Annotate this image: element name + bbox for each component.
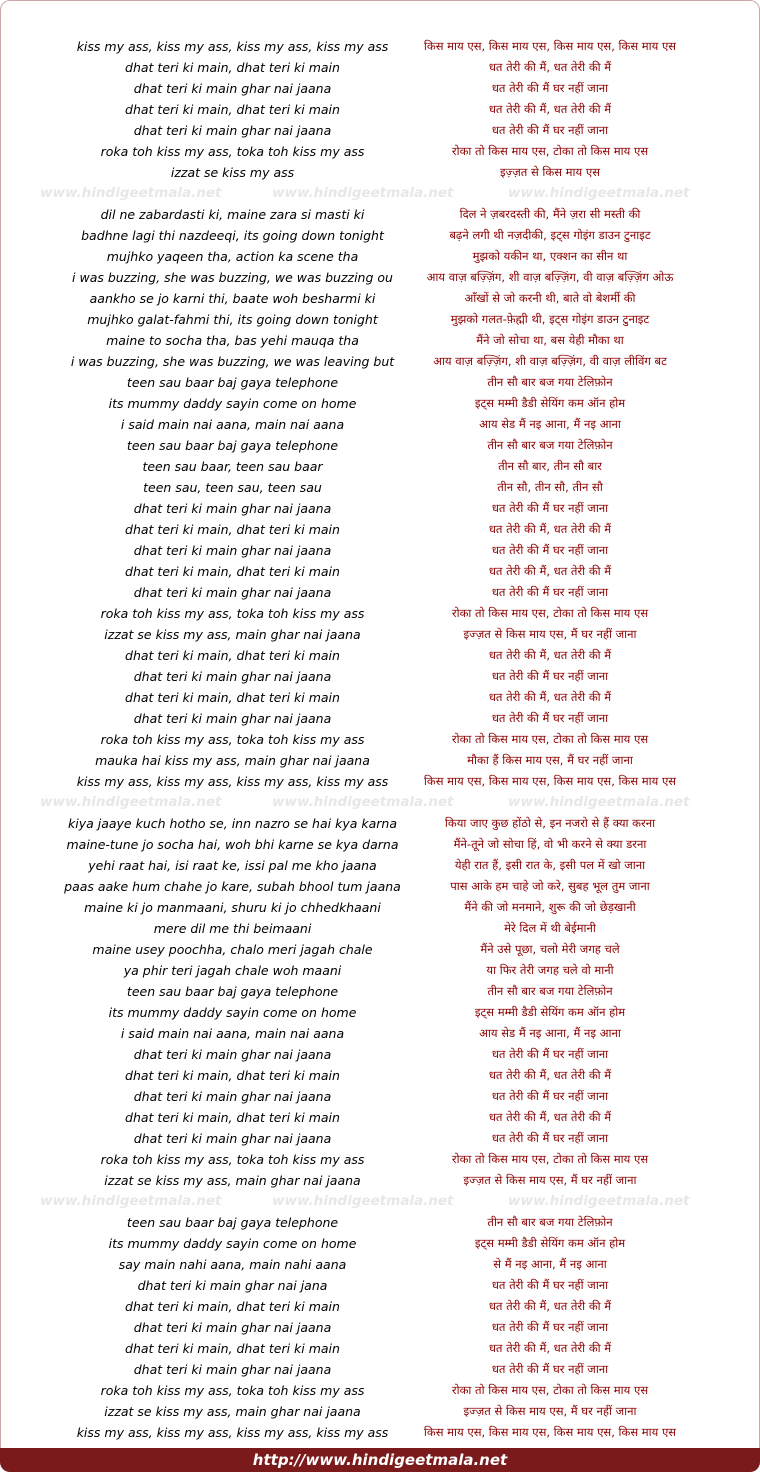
lyric-line — [0, 477, 760, 498]
lyric-line — [0, 162, 760, 183]
lyric-roman: dhat teri ki main, dhat teri ki main — [125, 564, 340, 579]
lyric-hindi: धत तेरी की मैं, धत तेरी की मैं — [488, 564, 612, 578]
lyric-roman: dhat teri ki main ghar nai jaana — [133, 585, 332, 600]
lyric-roman: kiya jaaye kuch hotho se, inn nazro se hai kya karna — [68, 816, 397, 831]
lyric-line — [0, 876, 760, 897]
lyric-hindi: आय सेड मैं नइ आना, मैं नइ आना — [479, 417, 621, 431]
lyric-line — [0, 1065, 760, 1086]
lyric-line — [0, 57, 760, 78]
lyric-hindi: धत तेरी की मैं, धत तेरी की मैं — [488, 1068, 612, 1082]
lyric-hindi: धत तेरी की मैं, धत तेरी की मैं — [488, 522, 612, 536]
lyric-roman: roka toh kiss my ass, toka toh kiss my ass — [100, 144, 365, 159]
lyric-line — [0, 1422, 760, 1443]
lyric-roman: dhat teri ki main, dhat teri ki main — [125, 522, 340, 537]
lyric-roman: maine-tune jo socha hai, woh bhi karne se kya darna — [66, 837, 399, 852]
lyric-roman: dhat teri ki main, dhat teri ki main — [125, 648, 340, 663]
lyric-line — [0, 267, 760, 288]
lyric-hindi: धत तेरी की मैं घर नहीं जाना — [491, 711, 609, 725]
lyric-roman: dhat teri ki main, dhat teri ki main — [125, 1341, 340, 1356]
lyric-line — [0, 603, 760, 624]
watermark-text: www.hindigeetmala.net — [272, 794, 454, 810]
lyric-line — [0, 435, 760, 456]
lyric-hindi: धत तेरी की मैं, धत तेरी की मैं — [488, 648, 612, 662]
lyric-hindi: धत तेरी की मैं, धत तेरी की मैं — [488, 60, 612, 74]
lyric-line — [0, 771, 760, 792]
lyric-line — [0, 855, 760, 876]
lyric-line — [0, 372, 760, 393]
watermark-text: www.hindigeetmala.net — [40, 185, 222, 201]
lyric-roman: izzat se kiss my ass, main ghar nai jaana — [104, 1404, 361, 1419]
lyric-hindi: धत तेरी की मैं घर नहीं जाना — [491, 1131, 609, 1145]
lyric-roman: teen sau baar baj gaya telephone — [126, 1215, 339, 1230]
lyric-roman: dhat teri ki main ghar nai jaana — [133, 1362, 332, 1377]
lyric-line — [0, 1044, 760, 1065]
lyric-line — [0, 1296, 760, 1317]
lyric-roman: paas aake hum chahe jo kare, subah bhool tum jaana — [64, 879, 401, 894]
lyric-roman: kiss my ass, kiss my ass, kiss my ass, kiss my ass — [76, 39, 389, 54]
watermark-text: www.hindigeetmala.net — [508, 794, 690, 810]
lyric-line — [0, 1149, 760, 1170]
lyric-roman: maine usey poochha, chalo meri jagah chale — [92, 942, 373, 957]
lyric-roman: dhat teri ki main ghar nai jaana — [133, 1131, 332, 1146]
lyric-hindi: या फिर तेरी जगह चले वो मानी — [486, 963, 614, 977]
lyric-roman: maine to socha tha, bas yehi mauqa tha — [106, 333, 359, 348]
lyric-roman: its mummy daddy sayin come on home — [108, 1236, 357, 1251]
lyric-hindi: इज्ज़त से किस माय एस, मैं घर नहीं जाना — [463, 1404, 637, 1418]
lyrics-container — [0, 36, 760, 1443]
lyric-hindi: तीन सौ बार बज गया टेलिफ़ोन — [487, 1215, 613, 1229]
lyric-hindi: तीन सौ बार बज गया टेलिफ़ोन — [487, 375, 613, 389]
lyric-roman: mujhko yaqeen tha, action ka scene tha — [106, 249, 359, 264]
lyric-line — [0, 246, 760, 267]
lyric-roman: teen sau baar baj gaya telephone — [126, 375, 339, 390]
lyric-line — [0, 750, 760, 771]
lyric-line — [0, 1212, 760, 1233]
lyric-hindi: धत तेरी की मैं, धत तेरी की मैं — [488, 102, 612, 116]
lyric-line — [0, 1275, 760, 1296]
lyric-roman: teen sau, teen sau, teen sau — [143, 480, 322, 495]
lyric-hindi: रोका तो किस माय एस, टोका तो किस माय एस — [451, 144, 649, 158]
lyric-roman: kiss my ass, kiss my ass, kiss my ass, kiss my ass — [76, 774, 389, 789]
lyric-line — [0, 687, 760, 708]
lyric-roman: its mummy daddy sayin come on home — [108, 396, 357, 411]
lyric-line — [0, 393, 760, 414]
lyric-line — [0, 561, 760, 582]
lyric-hindi: आय वाज़ बज़्ज़िंग, शी वाज़ बज़्ज़िंग, वी वाज़ बज़्ज़िंग ओऊ — [426, 270, 674, 284]
lyric-hindi: धत तेरी की मैं, धत तेरी की मैं — [488, 690, 612, 704]
lyric-roman: dhat teri ki main ghar nai jaana — [133, 669, 332, 684]
lyric-hindi: धत तेरी की मैं घर नहीं जाना — [491, 669, 609, 683]
lyric-line — [0, 1380, 760, 1401]
lyric-line — [0, 1233, 760, 1254]
watermark-text: www.hindigeetmala.net — [40, 1193, 222, 1209]
lyric-roman: dhat teri ki main, dhat teri ki main — [125, 690, 340, 705]
lyric-line — [0, 918, 760, 939]
lyric-hindi: इट्स मम्मी डैडी सेयिंग कम ऑन होम — [474, 396, 626, 410]
lyric-line — [0, 897, 760, 918]
lyric-hindi: मुझको गलत-फ़ेह्मी थी, इट्स गोइंग डाउन टुनाइट — [450, 312, 650, 326]
lyric-hindi: धत तेरी की मैं, धत तेरी की मैं — [488, 1341, 612, 1355]
lyric-line — [0, 624, 760, 645]
lyric-line — [0, 981, 760, 1002]
lyric-line — [0, 36, 760, 57]
lyric-hindi: धत तेरी की मैं घर नहीं जाना — [491, 81, 609, 95]
lyric-hindi: धत तेरी की मैं घर नहीं जाना — [491, 1320, 609, 1334]
lyric-line — [0, 288, 760, 309]
lyric-roman: yehi raat hai, isi raat ke, issi pal me kho jaana — [88, 858, 377, 873]
lyric-hindi: रोका तो किस माय एस, टोका तो किस माय एस — [451, 1152, 649, 1166]
lyric-hindi: येही रात हैं, इसी रात के, इसी पल में खो जाना — [454, 858, 646, 872]
lyric-line — [0, 309, 760, 330]
lyric-roman: dhat teri ki main ghar nai jaana — [133, 123, 332, 138]
lyric-hindi: धत तेरी की मैं घर नहीं जाना — [491, 123, 609, 137]
lyric-roman: its mummy daddy sayin come on home — [108, 1005, 357, 1020]
lyric-line — [0, 99, 760, 120]
lyric-line — [0, 1023, 760, 1044]
lyric-hindi: किया जाए कुछ होंठो से, इन नजरो से हैं क्या करना — [444, 816, 656, 830]
lyric-hindi: मैंने उसे पूछा, चलो मेरी जगह चले — [480, 942, 620, 956]
lyric-line — [0, 645, 760, 666]
lyric-hindi: मुझको यकीन था, एक्शन का सीन था — [472, 249, 628, 263]
lyric-line — [0, 1254, 760, 1275]
watermark-row — [0, 1191, 760, 1212]
lyric-hindi: इट्स मम्मी डैडी सेयिंग कम ऑन होम — [474, 1236, 626, 1250]
lyric-line — [0, 456, 760, 477]
lyric-roman: maine ki jo manmaani, shuru ki jo chhedkhaani — [84, 900, 381, 915]
lyric-roman: izzat se kiss my ass — [170, 165, 295, 180]
lyric-roman: mauka hai kiss my ass, main ghar nai jaana — [95, 753, 370, 768]
lyric-roman: izzat se kiss my ass, main ghar nai jaana — [104, 1173, 361, 1188]
watermark-text: www.hindigeetmala.net — [508, 185, 690, 201]
lyric-hindi: धत तेरी की मैं घर नहीं जाना — [491, 501, 609, 515]
lyric-roman: kiss my ass, kiss my ass, kiss my ass, kiss my ass — [76, 1425, 389, 1440]
lyric-hindi: इज्ज़त से किस माय एस, मैं घर नहीं जाना — [463, 627, 637, 641]
lyric-hindi: बढ़ने लगी थी नज़दीकी, इट्स गोइंग डाउन टुनाइट — [449, 228, 651, 242]
lyric-hindi: मेरे दिल में थी बेईमानी — [504, 921, 596, 935]
lyric-hindi: तीन सौ, तीन सौ, तीन सौ — [497, 480, 603, 494]
lyric-line — [0, 729, 760, 750]
lyric-hindi: मौका हैं किस माय एस, मैं घर नहीं जाना — [467, 753, 633, 767]
lyric-roman: roka toh kiss my ass, toka toh kiss my ass — [100, 1383, 365, 1398]
lyric-line — [0, 666, 760, 687]
lyric-line — [0, 498, 760, 519]
watermark-text: www.hindigeetmala.net — [40, 794, 222, 810]
lyric-roman: i was buzzing, she was buzzing, we was leaving but — [70, 354, 395, 369]
lyric-hindi: इज्ज़त से किस माय एस, मैं घर नहीं जाना — [463, 1173, 637, 1187]
lyric-roman: dhat teri ki main ghar nai jaana — [133, 543, 332, 558]
lyric-line — [0, 141, 760, 162]
lyric-line — [0, 1002, 760, 1023]
lyric-line — [0, 120, 760, 141]
lyric-roman: dhat teri ki main, dhat teri ki main — [125, 102, 340, 117]
lyric-line — [0, 834, 760, 855]
lyric-line — [0, 1317, 760, 1338]
watermark-text: www.hindigeetmala.net — [508, 1193, 690, 1209]
lyric-hindi: धत तेरी की मैं घर नहीं जाना — [491, 1362, 609, 1376]
lyric-roman: dil ne zabardasti ki, maine zara si masti ki — [100, 207, 365, 222]
lyric-roman: i said main nai aana, main nai aana — [120, 1026, 345, 1041]
lyric-roman: izzat se kiss my ass, main ghar nai jaana — [104, 627, 361, 642]
watermark-row — [0, 792, 760, 813]
lyric-hindi: धत तेरी की मैं घर नहीं जाना — [491, 1278, 609, 1292]
lyric-roman: dhat teri ki main, dhat teri ki main — [125, 1068, 340, 1083]
lyric-roman: badhne lagi thi nazdeeqi, its going down tonight — [81, 228, 384, 243]
lyric-hindi: धत तेरी की मैं घर नहीं जाना — [491, 1047, 609, 1061]
lyric-roman: ya phir teri jagah chale woh maani — [123, 963, 342, 978]
lyric-line — [0, 1107, 760, 1128]
lyric-hindi: तीन सौ बार बज गया टेलिफ़ोन — [487, 438, 613, 452]
lyric-line — [0, 1128, 760, 1149]
lyric-line — [0, 1170, 760, 1191]
lyric-line — [0, 1359, 760, 1380]
watermark-row — [0, 183, 760, 204]
lyric-line — [0, 960, 760, 981]
lyric-line — [0, 1401, 760, 1422]
watermark-text: www.hindigeetmala.net — [272, 1193, 454, 1209]
lyric-roman: i was buzzing, she was buzzing, we was buzzing ou — [72, 270, 393, 285]
lyric-line — [0, 813, 760, 834]
lyric-line — [0, 225, 760, 246]
footer-url[interactable]: http://www.hindigeetmala.net — [0, 1448, 760, 1472]
lyric-hindi: से मैं नइ आना, मैं नइ आना — [493, 1257, 607, 1271]
lyric-roman: dhat teri ki main ghar nai jana — [137, 1278, 328, 1293]
lyric-hindi: धत तेरी की मैं, धत तेरी की मैं — [488, 1110, 612, 1124]
lyric-hindi: इज़्ज़त से किस माय एस — [500, 165, 600, 179]
lyric-roman: dhat teri ki main ghar nai jaana — [133, 501, 332, 516]
lyric-line — [0, 204, 760, 225]
lyric-hindi: किस माय एस, किस माय एस, किस माय एस, किस माय एस — [423, 39, 677, 53]
lyric-hindi: धत तेरी की मैं घर नहीं जाना — [491, 1089, 609, 1103]
lyric-line — [0, 582, 760, 603]
lyric-roman: dhat teri ki main, dhat teri ki main — [125, 1299, 340, 1314]
lyric-hindi: तीन सौ बार, तीन सौ बार — [498, 459, 602, 473]
lyric-line — [0, 330, 760, 351]
lyric-hindi: मैंने की जो मनमाने, शुरू की जो छेड़खानी — [464, 900, 636, 914]
lyric-roman: dhat teri ki main, dhat teri ki main — [125, 1110, 340, 1125]
lyric-hindi: आय वाज़ बज़्ज़िंग, शी वाज़ बज़्ज़िंग, वी वाज़ लीविंग बट — [433, 354, 667, 368]
lyric-roman: dhat teri ki main ghar nai jaana — [133, 711, 332, 726]
lyric-line — [0, 540, 760, 561]
lyric-hindi: किस माय एस, किस माय एस, किस माय एस, किस माय एस — [423, 1425, 677, 1439]
lyric-hindi: इट्स मम्मी डैडी सेयिंग कम ऑन होम — [474, 1005, 626, 1019]
lyric-hindi: तीन सौ बार बज गया टेलिफ़ोन — [487, 984, 613, 998]
watermark-text: www.hindigeetmala.net — [272, 185, 454, 201]
lyric-roman: say main nahi aana, main nahi aana — [118, 1257, 347, 1272]
lyric-roman: dhat teri ki main, dhat teri ki main — [125, 60, 340, 75]
lyric-hindi: मैंने जो सोचा था, बस येही मौका था — [476, 333, 624, 347]
lyric-hindi: पास आके हम चाहे जो करे, सुबह भूल तुम जाना — [450, 879, 650, 893]
lyric-roman: mujhko galat-fahmi thi, its going down tonight — [87, 312, 378, 327]
lyric-roman: teen sau baar baj gaya telephone — [126, 984, 339, 999]
lyric-line — [0, 78, 760, 99]
lyric-hindi: धत तेरी की मैं घर नहीं जाना — [491, 543, 609, 557]
lyric-line — [0, 351, 760, 372]
lyric-roman: roka toh kiss my ass, toka toh kiss my ass — [100, 732, 365, 747]
lyric-roman: teen sau baar, teen sau baar — [142, 459, 323, 474]
lyric-roman: dhat teri ki main ghar nai jaana — [133, 1089, 332, 1104]
lyric-roman: aankho se jo karni thi, baate woh besharmi ki — [89, 291, 376, 306]
lyric-line — [0, 414, 760, 435]
lyric-roman: teen sau baar baj gaya telephone — [126, 438, 339, 453]
lyric-hindi: दिल ने ज़बरदस्ती की, मैंने ज़रा सी मस्ती की — [459, 207, 641, 221]
lyric-line — [0, 939, 760, 960]
lyric-hindi: रोका तो किस माय एस, टोका तो किस माय एस — [451, 606, 649, 620]
lyric-roman: dhat teri ki main ghar nai jaana — [133, 81, 332, 96]
lyric-roman: roka toh kiss my ass, toka toh kiss my ass — [100, 606, 365, 621]
lyric-hindi: धत तेरी की मैं, धत तेरी की मैं — [488, 1299, 612, 1313]
lyric-hindi: धत तेरी की मैं घर नहीं जाना — [491, 585, 609, 599]
lyric-hindi: किस माय एस, किस माय एस, किस माय एस, किस माय एस — [423, 774, 677, 788]
lyric-roman: mere dil me thi beimaani — [153, 921, 312, 936]
lyric-roman: dhat teri ki main ghar nai jaana — [133, 1047, 332, 1062]
lyric-hindi: मैंने-तूने जो सोचा हिं, वो भी करने से क्या डरना — [453, 837, 647, 851]
lyric-hindi: आँखों से जो करनी थी, बाते वो बेशर्मी की — [464, 291, 636, 305]
lyric-roman: dhat teri ki main ghar nai jaana — [133, 1320, 332, 1335]
lyric-line — [0, 1338, 760, 1359]
lyric-line — [0, 1086, 760, 1107]
lyric-roman: i said main nai aana, main nai aana — [120, 417, 345, 432]
lyric-line — [0, 708, 760, 729]
lyric-line — [0, 519, 760, 540]
lyric-roman: roka toh kiss my ass, toka toh kiss my ass — [100, 1152, 365, 1167]
lyric-hindi: आय सेड मैं नइ आना, मैं नइ आना — [479, 1026, 621, 1040]
lyric-hindi: रोका तो किस माय एस, टोका तो किस माय एस — [451, 1383, 649, 1397]
lyric-hindi: रोका तो किस माय एस, टोका तो किस माय एस — [451, 732, 649, 746]
